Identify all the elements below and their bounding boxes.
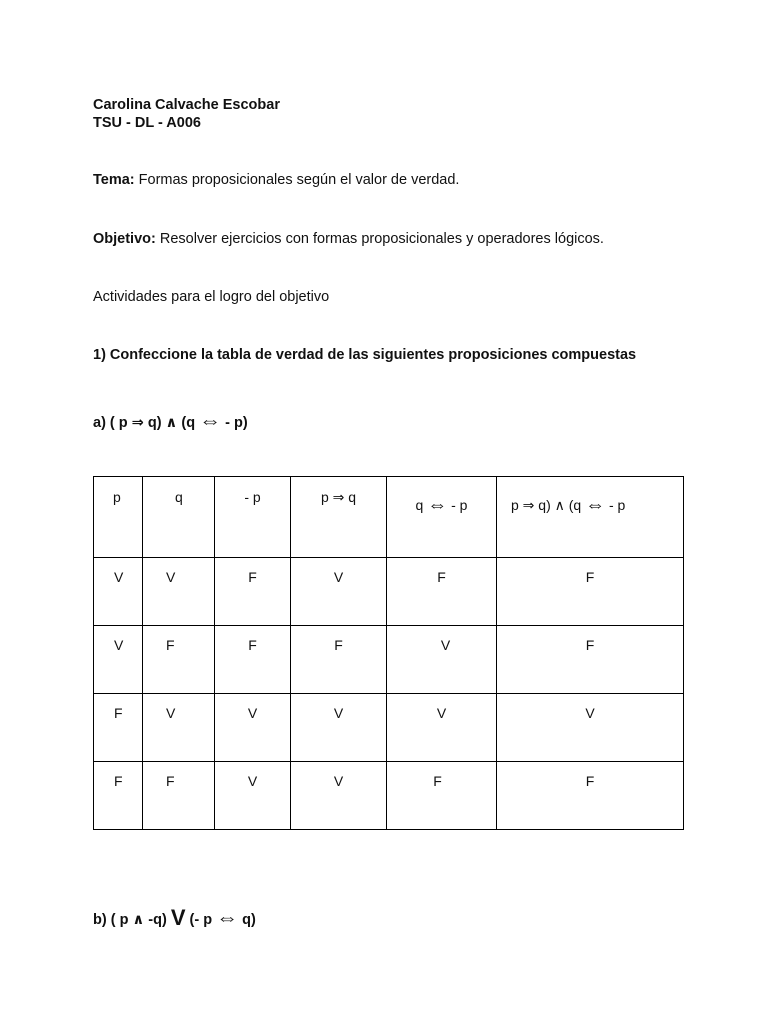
table-cell: V: [291, 558, 387, 626]
biconditional-symbol: ⇔: [585, 494, 606, 516]
author-name: Carolina Calvache Escobar: [93, 97, 280, 113]
part-b-pre: b) ( p ∧ -q): [93, 912, 171, 928]
table-cell: V: [215, 762, 291, 830]
table-cell: V: [497, 694, 684, 762]
table-cell: V: [94, 558, 143, 626]
table-cell: F: [387, 558, 497, 626]
part-b-post: q): [238, 912, 256, 928]
table-cell: F: [94, 694, 143, 762]
table-cell: F: [387, 762, 497, 830]
table-cell: V: [143, 694, 215, 762]
table-cell: V: [143, 558, 215, 626]
tema-label: Tema:: [93, 172, 135, 188]
header-cell-q-iff-not-p: q ⇔ - p: [387, 477, 497, 558]
table-cell: F: [143, 762, 215, 830]
biconditional-symbol: ⇔: [427, 494, 448, 516]
biconditional-symbol: ⇔: [216, 905, 239, 930]
tema-line: [93, 171, 459, 189]
objetivo-label: Objetivo:: [93, 231, 156, 247]
table-cell: V: [291, 762, 387, 830]
biconditional-symbol: ⇔: [199, 408, 222, 433]
header-cell-p: p: [94, 477, 143, 558]
header-cell-compound: p ⇒ q) ∧ (q ⇔ - p: [497, 477, 684, 558]
actividades-text: Actividades para el logro del objetivo: [93, 289, 330, 305]
course-code: TSU - DL - A006: [93, 115, 201, 131]
table-cell: V: [387, 626, 497, 694]
part-b-mid: (- p: [185, 912, 217, 928]
table-cell: F: [497, 762, 684, 830]
table-header-row: [94, 477, 684, 558]
table-row: [94, 626, 684, 694]
objetivo-text: Resolver ejercicios con formas proposicionales y operadores lógicos.: [155, 231, 604, 247]
table-cell: F: [497, 626, 684, 694]
exercise-1-heading: 1) Confeccione la tabla de verdad de las siguientes proposiciones compuestas: [93, 347, 637, 363]
disjunction-symbol: V: [170, 905, 186, 930]
table-cell: V: [291, 694, 387, 762]
table-cell: V: [387, 694, 497, 762]
part-a-formula: [93, 408, 248, 433]
objetivo-line: [93, 230, 604, 248]
part-b-formula: [93, 905, 256, 930]
table-cell: V: [215, 694, 291, 762]
table-cell: F: [215, 558, 291, 626]
header-cell-not-p: - p: [215, 477, 291, 558]
table-cell: F: [215, 626, 291, 694]
part-a-post: - p): [221, 415, 248, 431]
part-a-pre: a) ( p ⇒ q) ∧ (q: [93, 415, 200, 431]
table-row: [94, 694, 684, 762]
table-cell: F: [94, 762, 143, 830]
tema-text: Formas proposicionales según el valor de verdad.: [134, 172, 460, 188]
table-cell: F: [291, 626, 387, 694]
table-row: [94, 762, 684, 830]
table-cell: F: [497, 558, 684, 626]
header-cell-p-implies-q: p ⇒ q: [291, 477, 387, 558]
table-cell: V: [94, 626, 143, 694]
table-row: [94, 558, 684, 626]
header-cell-q: q: [143, 477, 215, 558]
table-cell: F: [143, 626, 215, 694]
truth-table: [93, 476, 684, 830]
